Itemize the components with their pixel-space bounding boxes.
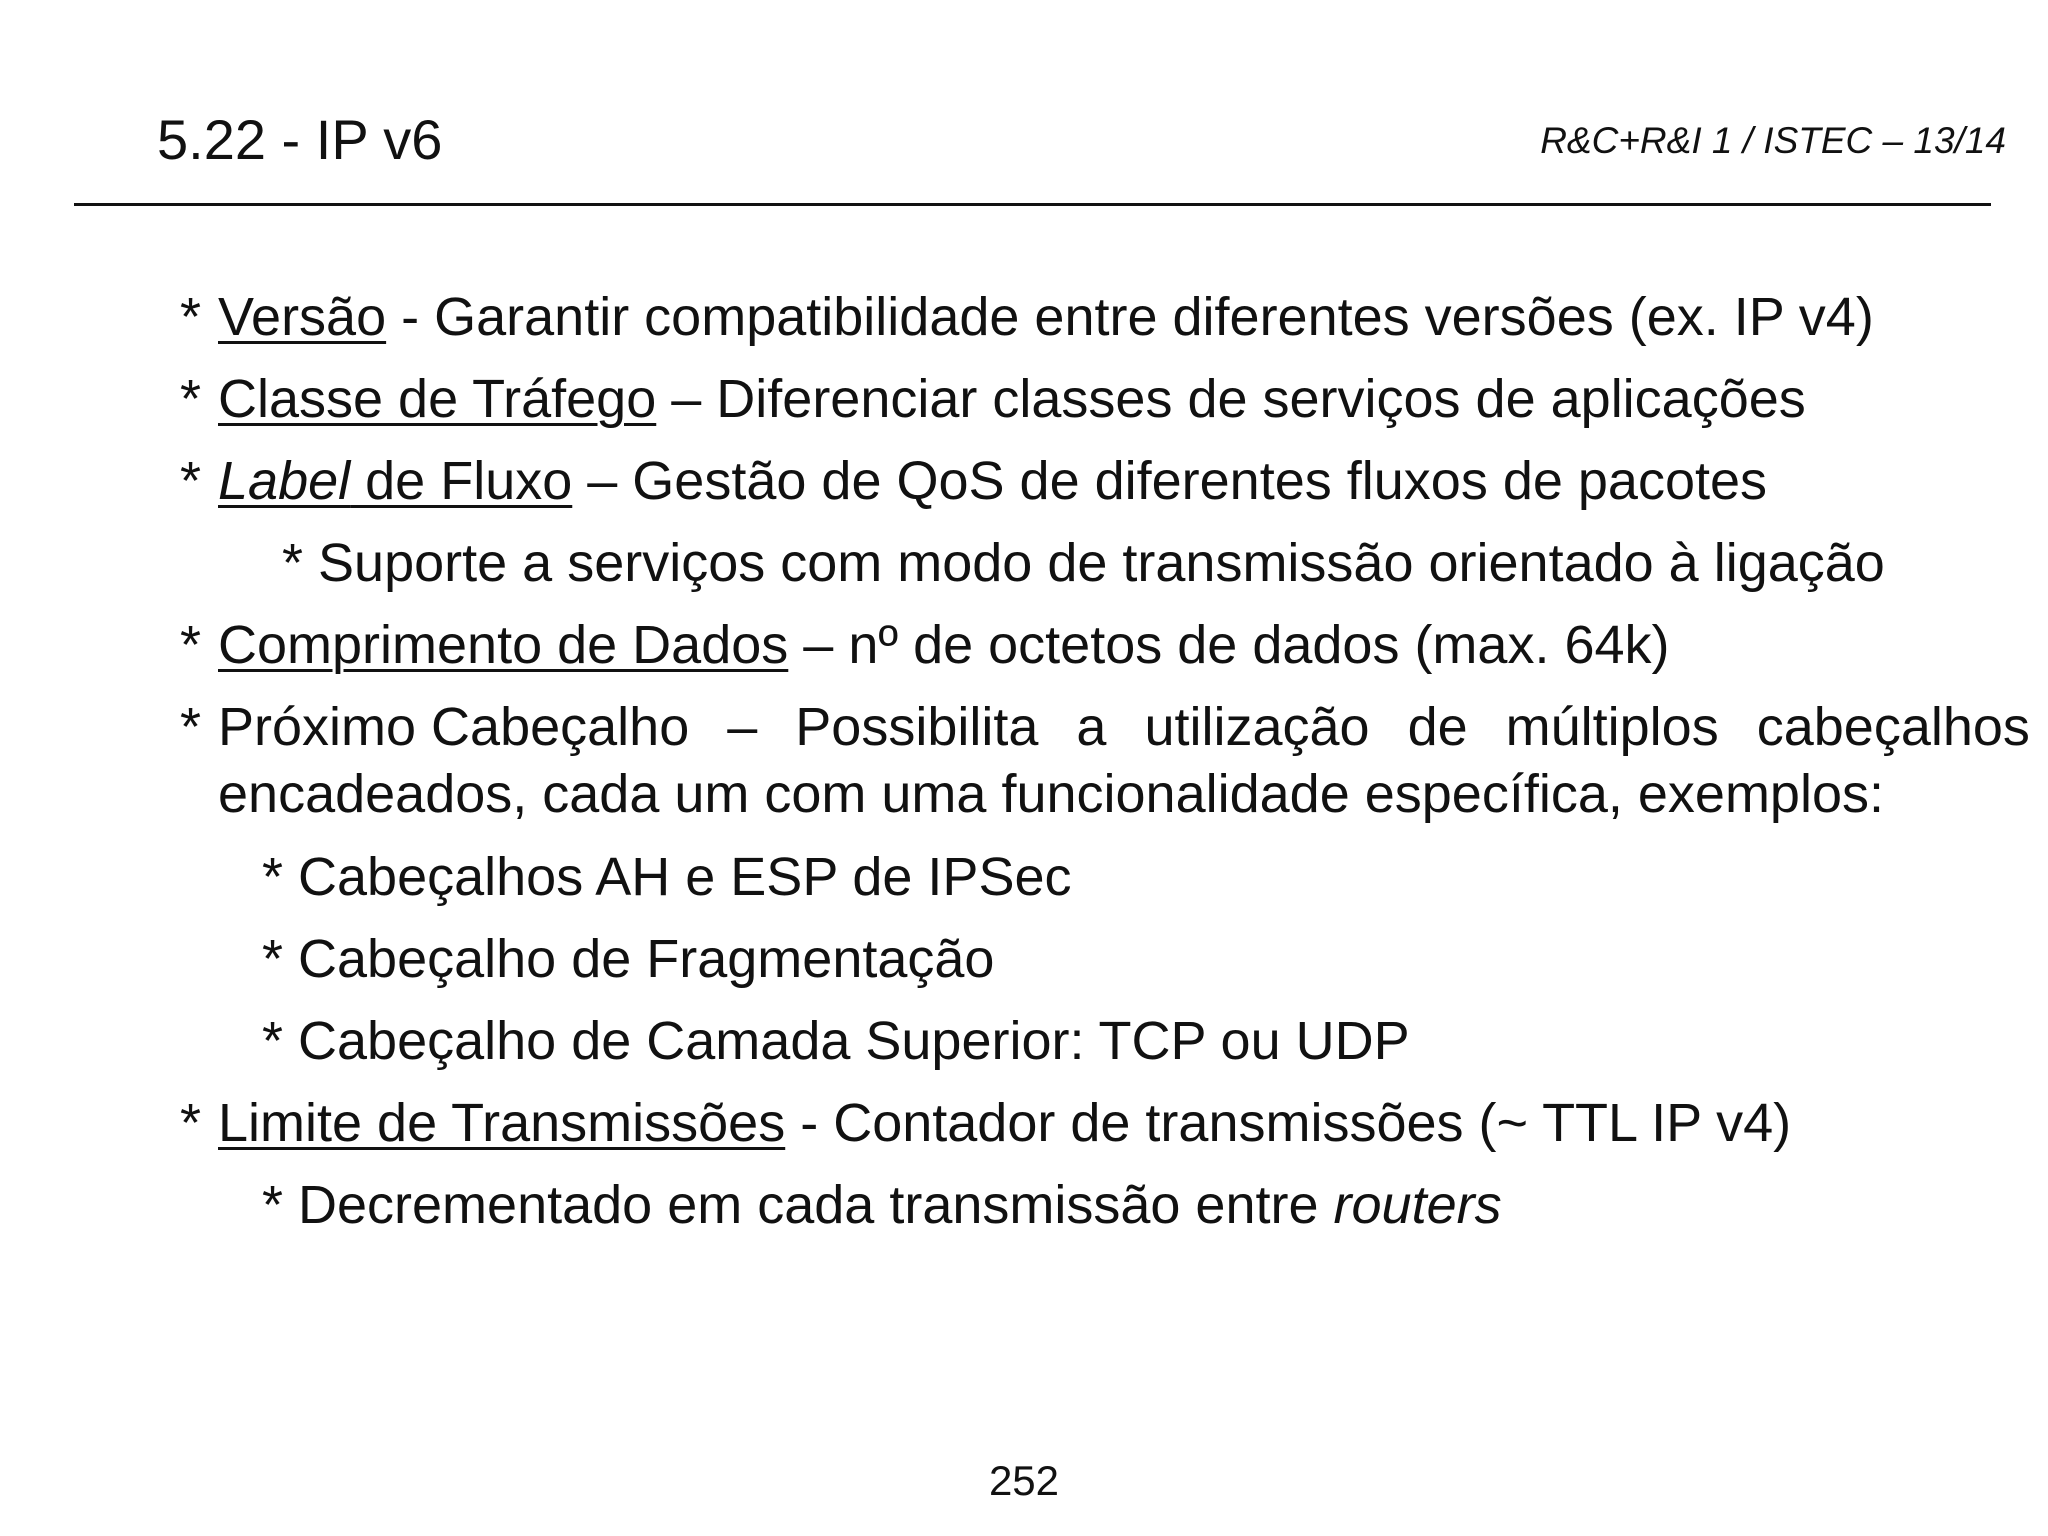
term-proximo-cabecalho: Próximo Cabeçalho — [218, 697, 690, 757]
term-label-fluxo — [218, 451, 572, 511]
term-classe-trafego: Classe de Tráfego — [218, 369, 657, 429]
desc-word: cabeçalhos — [1756, 697, 2030, 757]
page-number: 252 — [988, 1457, 1060, 1504]
desc-word: a — [1076, 697, 1107, 757]
sub-bullet-fragmentacao: * Cabeçalho de Fragmentação — [262, 929, 995, 989]
desc-comprimento-dados: – nº de octetos de dados (max. 64k) — [788, 615, 1670, 675]
bullet-star: * — [180, 615, 202, 675]
sub-bullet-decrementado-text: * Decrementado em cada transmissão entre — [262, 1175, 1334, 1235]
bullet-classe-trafego — [218, 367, 1806, 431]
term-versao: Versão — [218, 287, 387, 347]
bullet-star: * — [180, 697, 202, 757]
desc-word: Possibilita — [795, 697, 1039, 757]
bullet-limite-transmissoes — [218, 1091, 1791, 1155]
slide-title: 5.22 - IP v6 — [157, 108, 443, 171]
desc-classe-trafego: – Diferenciar classes de serviços de aplicações — [656, 369, 1806, 429]
term-label-rest: de Fluxo — [350, 451, 573, 511]
desc-versao: - Garantir compatibilidade entre diferentes versões (ex. IP v4) — [386, 287, 1874, 347]
sub-bullet-decrementado-italic: routers — [1333, 1175, 1502, 1235]
term-comprimento-dados: Comprimento de Dados — [218, 615, 789, 675]
term-limite-transmissoes: Limite de Transmissões — [218, 1093, 786, 1153]
sub-bullet-decrementado — [262, 1173, 1502, 1237]
bullet-star: * — [180, 451, 202, 511]
desc-word: de — [1407, 697, 1468, 757]
bullet-star: * — [180, 1093, 202, 1153]
sub-bullet-suporte: * Suporte a serviços com modo de transmissão orientado à ligação — [282, 533, 1885, 593]
course-reference: R&C+R&I 1 / ISTEC – 13/14 — [1540, 120, 2006, 161]
sub-bullet-camada-superior: * Cabeçalho de Camada Superior: TCP ou UDP — [262, 1011, 1410, 1071]
bullet-proximo-cabecalho — [218, 695, 2030, 759]
bullet-proximo-continuation: encadeados, cada um com uma funcionalidade específica, exemplos: — [218, 764, 1884, 824]
bullet-label-fluxo — [218, 449, 1767, 513]
desc-label-fluxo: – Gestão de QoS de diferentes fluxos de pacotes — [572, 451, 1768, 511]
bullet-versao — [218, 285, 1874, 349]
desc-word: múltiplos — [1505, 697, 1719, 757]
desc-word: – — [727, 697, 758, 757]
term-label-italic: Label — [218, 451, 351, 511]
sub-bullet-ah-esp: * Cabeçalhos AH e ESP de IPSec — [262, 847, 1072, 907]
desc-limite-transmissoes: - Contador de transmissões (~ TTL IP v4) — [785, 1093, 1792, 1153]
bullet-star: * — [180, 369, 202, 429]
desc-word: utilização — [1144, 697, 1370, 757]
bullet-comprimento-dados — [218, 613, 1670, 677]
bullet-star: * — [180, 287, 202, 347]
